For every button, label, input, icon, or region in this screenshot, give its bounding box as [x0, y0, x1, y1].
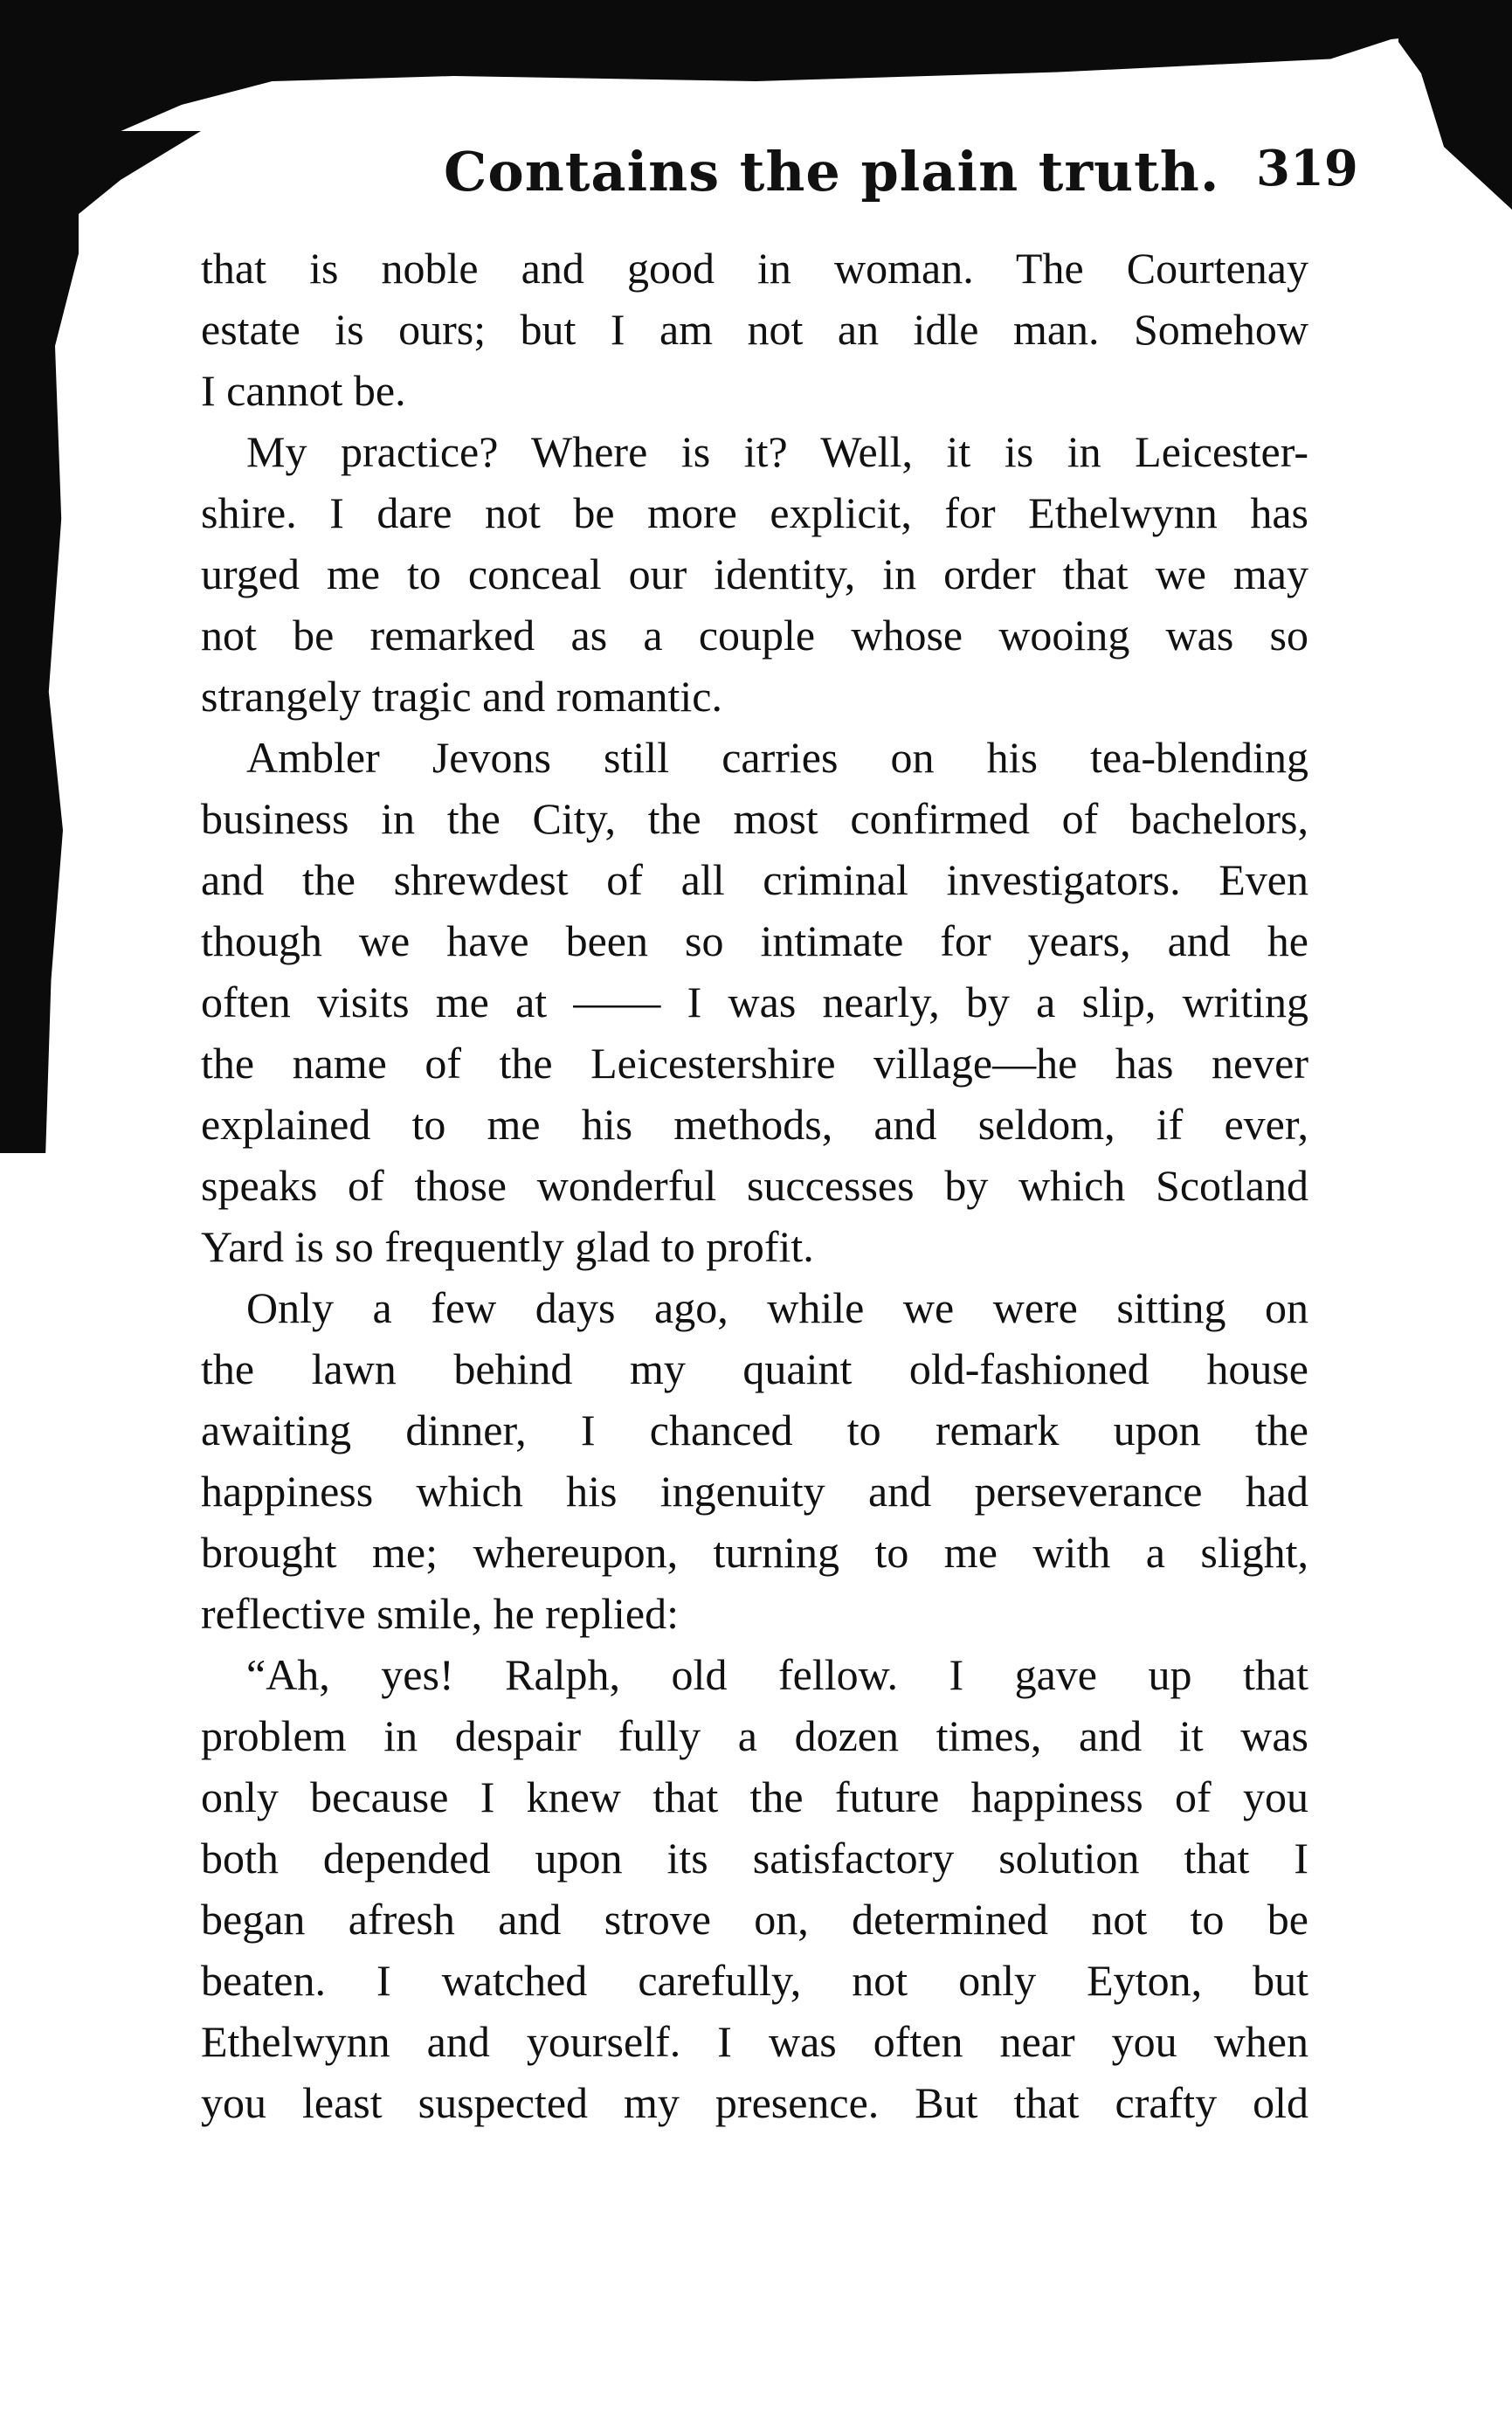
text-line: happiness which his ingenuity and perseverance had	[201, 1467, 1308, 1516]
body-text	[201, 238, 1308, 2133]
text-line: brought me; whereupon, turning to me with a slight,	[201, 1528, 1308, 1577]
text-line: you least suspected my presence. But that crafty old	[201, 2078, 1308, 2127]
text-line: Ambler Jevons still carries on his tea-blending	[246, 733, 1308, 782]
text-line: only because I knew that the future happiness of you	[201, 1772, 1308, 1821]
page-number: 319	[1256, 140, 1358, 197]
text-line: both depended upon its satisfactory solution that I	[201, 1834, 1308, 1883]
scan-shadow-top	[0, 0, 1512, 131]
text-line: “Ah, yes! Ralph, old fellow. I gave up that	[246, 1650, 1308, 1699]
text-line: reflective smile, he replied:	[201, 1589, 679, 1638]
text-line: My practice? Where is it? Well, it is in Leicester-	[246, 427, 1308, 476]
text-line: beaten. I watched carefully, not only Eyton, but	[201, 1956, 1308, 2005]
text-line: estate is ours; but I am not an idle man. Somehow	[201, 305, 1308, 354]
text-line: awaiting dinner, I chanced to remark upon the	[201, 1406, 1308, 1454]
text-line: and the shrewdest of all criminal investigators. Even	[201, 855, 1308, 904]
text-line: explained to me his methods, and seldom, if ever,	[201, 1100, 1308, 1149]
text-line: speaks of those wonderful successes by which Scotland	[201, 1161, 1308, 1210]
text-line: Yard is so frequently glad to profit.	[201, 1222, 814, 1271]
text-line: shire. I dare not be more explicit, for Ethelwynn has	[201, 488, 1308, 537]
text-line: I cannot be.	[201, 366, 406, 415]
text-line: the name of the Leicestershire village—he has never	[201, 1039, 1308, 1088]
text-line: Only a few days ago, while we were sitting on	[246, 1283, 1308, 1332]
text-line: Ethelwynn and yourself. I was often near you when	[201, 2017, 1308, 2066]
text-line: strangely tragic and romantic.	[201, 672, 722, 721]
running-title: Contains the plain truth.	[444, 140, 1220, 204]
text-line: not be remarked as a couple whose wooing was so	[201, 611, 1308, 660]
text-line: business in the City, the most confirmed of bachelors,	[201, 794, 1308, 843]
text-line: problem in despair fully a dozen times, and it was	[201, 1711, 1308, 1760]
text-line: that is noble and good in woman. The Courtenay	[201, 244, 1308, 293]
scan-shadow-left-wedge	[0, 131, 201, 271]
scan-shadow-top-right	[1398, 0, 1512, 210]
text-line: began afresh and strove on, determined not to be	[201, 1895, 1308, 1944]
text-line: urged me to conceal our identity, in order that we may	[201, 549, 1308, 598]
text-line: though we have been so intimate for years, and he	[201, 916, 1308, 965]
page-header	[201, 140, 1358, 218]
text-line: often visits me at —— I was nearly, by a slip, writing	[201, 978, 1308, 1026]
text-line: the lawn behind my quaint old-fashioned house	[201, 1344, 1308, 1393]
